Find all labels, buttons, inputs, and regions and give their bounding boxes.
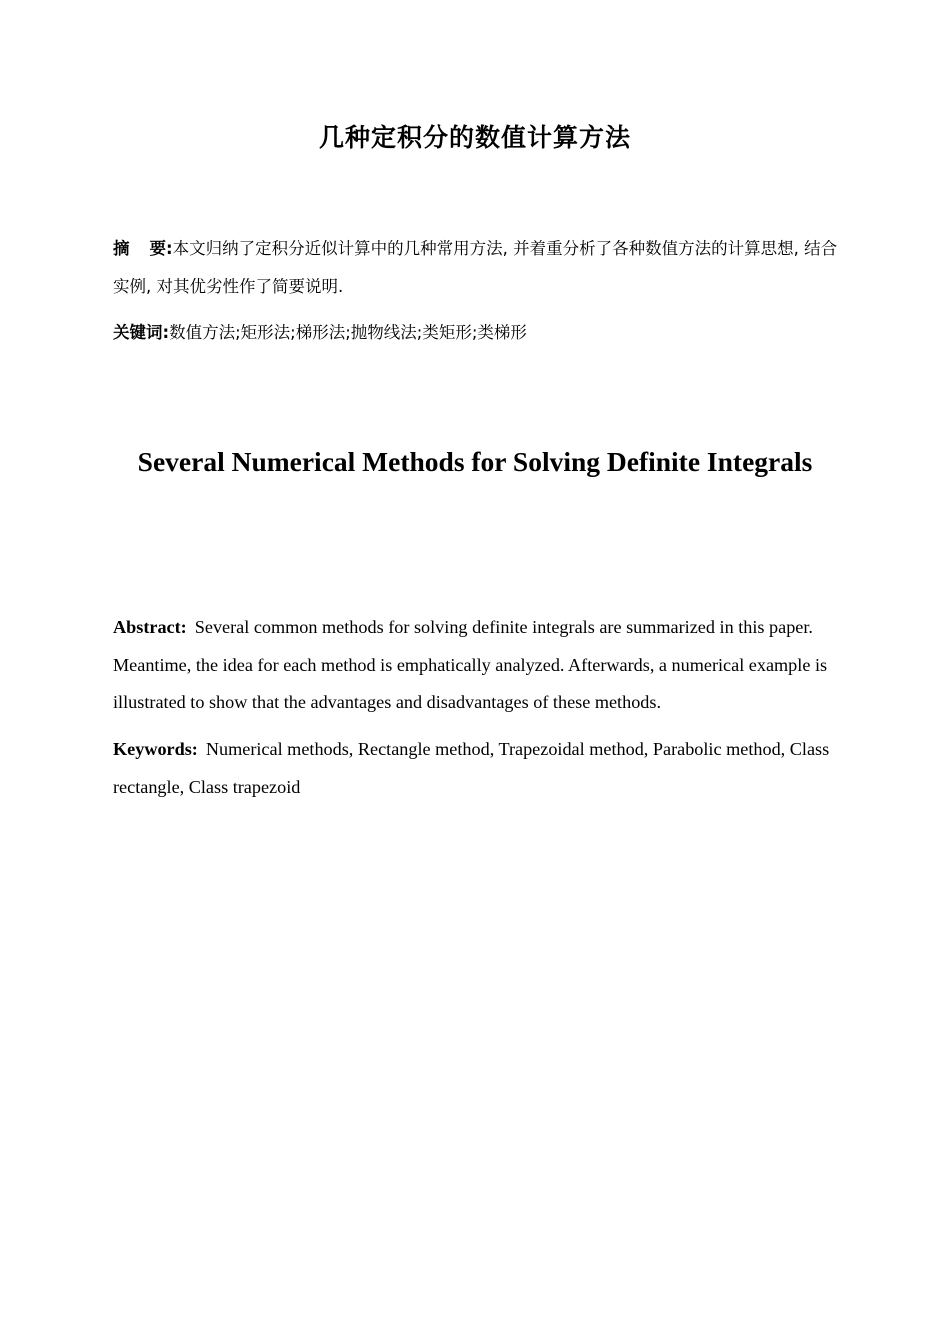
chinese-title: 几种定积分的数值计算方法: [318, 123, 631, 152]
english-abstract-text: Several common methods for solving definite integrals are summarized in this paper. Meantime, the idea for each method is emphatically analyzed. Afterwards, a numerical example is illustrated to show that the advantages and disadvantages of these methods.: [113, 617, 828, 712]
english-keywords-label: Keywords:: [113, 739, 198, 759]
chinese-abstract-label-char1: 摘: [113, 239, 130, 258]
chinese-keywords-label: 关键词:: [113, 323, 170, 342]
chinese-abstract: [113, 230, 853, 306]
english-abstract-label: Abstract:: [113, 617, 187, 637]
chinese-keywords-text: 数值方法;矩形法;梯形法;抛物线法;类矩形;类梯形: [169, 323, 527, 342]
english-keywords: [113, 731, 858, 806]
chinese-abstract-label-char2: 要:: [149, 239, 173, 258]
chinese-abstract-label: [113, 239, 173, 258]
english-title: Several Numerical Methods for Solving Definite Integrals: [137, 446, 813, 477]
english-abstract: [113, 609, 858, 722]
chinese-keywords: [113, 314, 853, 352]
english-keywords-text: Numerical methods, Rectangle method, Trapezoidal method, Parabolic method, Class rectangle, Class trapezoid: [113, 739, 830, 797]
chinese-abstract-text: 本文归纳了定积分近似计算中的几种常用方法, 并着重分析了各种数值方法的计算思想, 结合实例, 对其优劣性作了简要说明.: [113, 239, 838, 296]
